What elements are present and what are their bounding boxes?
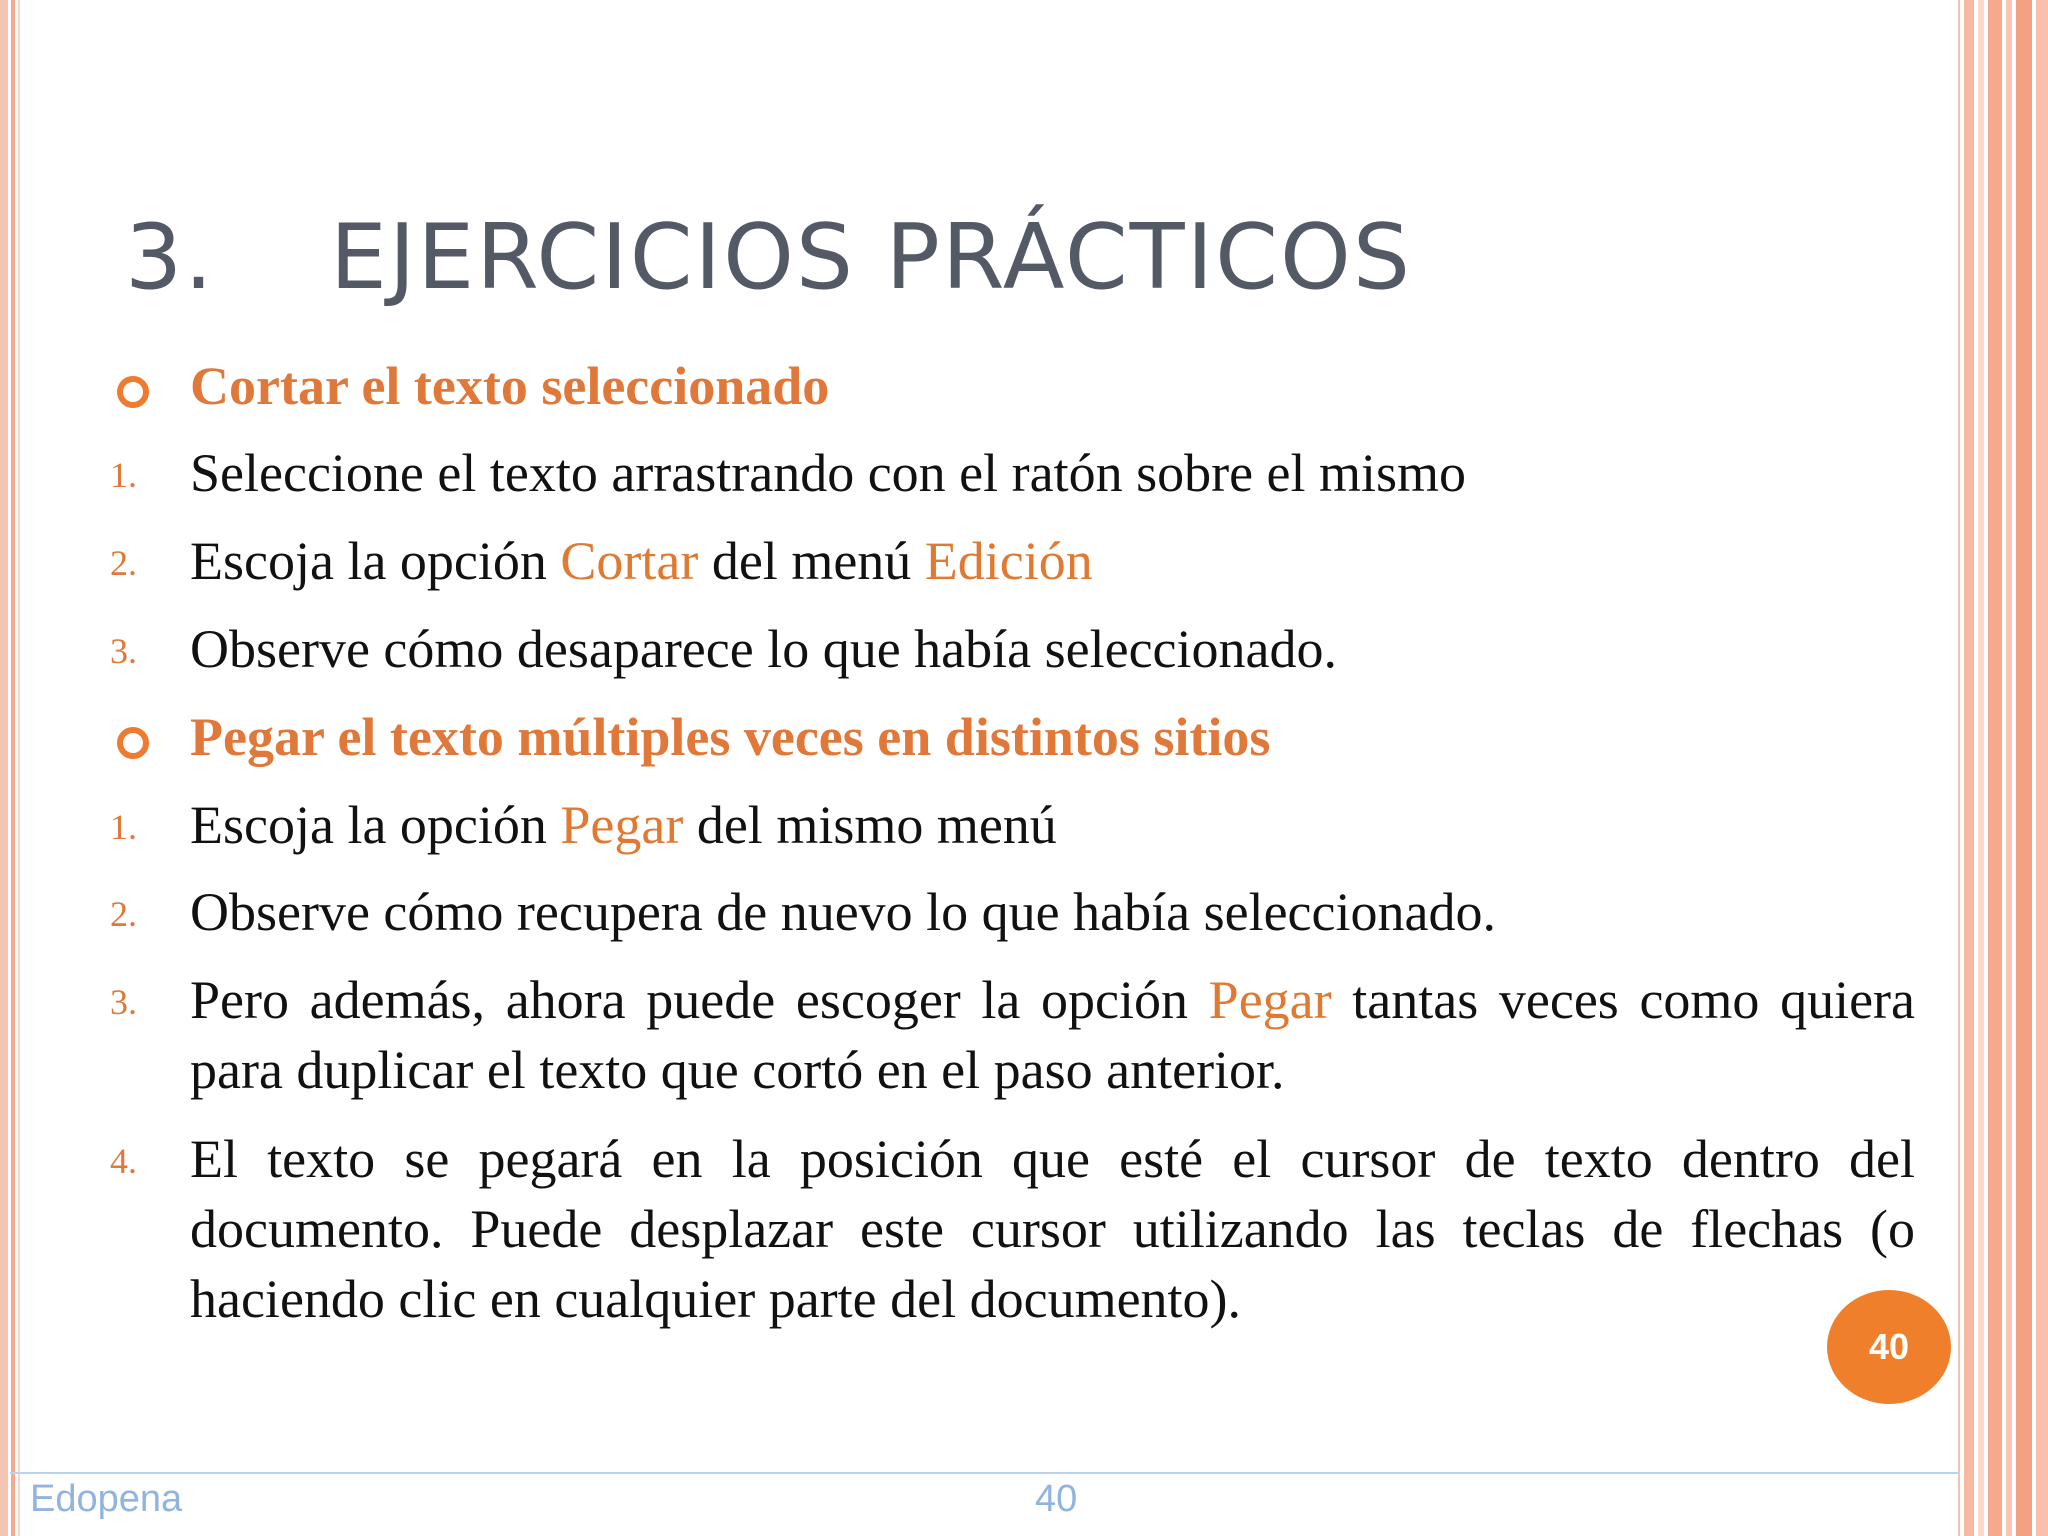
list-number: 3. <box>110 631 137 671</box>
list-item-text: Escoja la opción Pegar del mismo menú <box>190 795 1057 855</box>
list-number: 1. <box>110 807 137 847</box>
list-number: 4. <box>110 1141 137 1181</box>
list-item-text: El texto se pegará en la posición que esté el cursor de texto dentro del documento. Puede desplazar este cursor utilizando las teclas de flechas (o haciendo clic en cualquier parte del documento). <box>190 1129 1915 1329</box>
left-border-decoration <box>0 0 8 1536</box>
list-item-text: Escoja la opción Cortar del menú Edición <box>190 531 1093 591</box>
slide-title <box>125 205 1412 310</box>
slide-title-text: EJERCICIOS PRÁCTICOS <box>330 205 1412 310</box>
menu-name-edicion: Edición <box>924 531 1093 591</box>
right-border-decoration <box>1958 0 2048 1536</box>
page-number-badge: 40 <box>1827 1290 1951 1404</box>
footer-divider <box>10 1472 1960 1474</box>
menu-option-pegar: Pegar <box>1208 970 1332 1030</box>
menu-option-pegar: Pegar <box>560 795 684 855</box>
list-item-text: Observe cómo desaparece lo que había seleccionado. <box>190 619 1337 679</box>
slide-title-number: 3. <box>125 205 215 310</box>
footer-page-number: 40 <box>1035 1478 1078 1520</box>
ring-bullet-icon <box>117 727 149 759</box>
footer-author: Edopena <box>30 1478 183 1520</box>
left-border-decoration-inner <box>11 0 15 1536</box>
list-number: 2. <box>110 894 137 934</box>
left-border-decoration-thin <box>18 0 20 1536</box>
list-item-text: Observe cómo recupera de nuevo lo que había seleccionado. <box>190 882 1496 942</box>
ring-bullet-icon <box>117 376 149 408</box>
section-heading-text: Pegar el texto múltiples veces en distintos sitios <box>190 707 1271 767</box>
list-number: 2. <box>110 543 137 583</box>
list-item-text: Pero además, ahora puede escoger la opción Pegar tantas veces como quiera para duplicar el texto que cortó en el paso anterior. <box>190 970 1915 1100</box>
section-heading-text: Cortar el texto seleccionado <box>190 356 830 416</box>
list-item-text: Seleccione el texto arrastrando con el ratón sobre el mismo <box>190 443 1467 503</box>
list-number: 3. <box>110 982 137 1022</box>
list-number: 1. <box>110 455 137 495</box>
menu-option-cortar: Cortar <box>560 531 699 591</box>
